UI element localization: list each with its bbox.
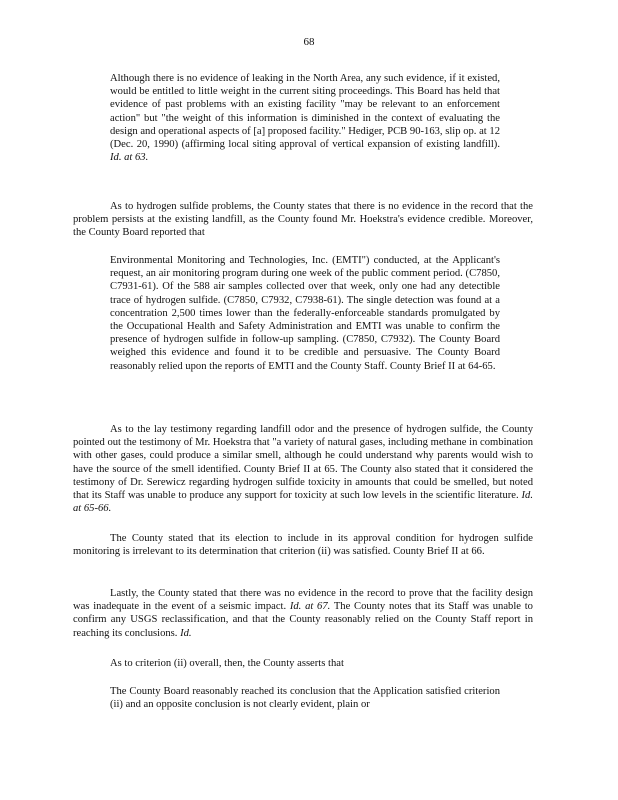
citation: Id. at 63. — [110, 152, 149, 164]
citation: Id. — [180, 627, 192, 639]
paragraph-text: Lastly, the County stated that there was no evidence in the record to prove that the facility design was inadequate in the event of a seismic impact. — [73, 588, 533, 613]
page-number: 68 — [303, 36, 315, 48]
paragraph-leaking-evidence — [110, 72, 500, 164]
paragraph-text: As to the lay testimony regarding landfill odor and the presence of hydrogen sulfide, the County pointed out the testimony of Mr. Hoekstra that "a variety of natural gases, including methane in combination with other gases, could produce a similar smell, although he could understand why parents would wish to have the source of the smell identified. County Brief II at 65. The County also stated that it considered the testimony of Dr. Serewicz regarding hydrogen sulfide toxicity in amounts that could be smelled, but noted that its Staff was unable to produce any support for toxicity at such low levels in the scientific literature. — [73, 424, 533, 502]
paragraph-text: The County notes that its Staff was unable to confirm any USGS reclassification, and that the County reasonably relied on the County Staff report in reaching its conclusions. — [73, 601, 533, 639]
block-quote-conclusion: The County Board reasonably reached its conclusion that the Application satisfied criterion (ii) and an opposite conclusion is not clearly evident, plain or — [110, 686, 500, 711]
citation: Id. at 65-66. — [73, 490, 533, 515]
paragraph-monitoring-election: The County stated that its election to include in its approval condition for hydrogen sulfide monitoring is irrelevant to its determination that criterion (ii) was satisfied. County Brief II at 66. — [73, 533, 533, 558]
paragraph-criterion-overall: As to criterion (ii) overall, then, the County asserts that — [110, 658, 344, 669]
citation: Id. at 67. — [289, 601, 331, 613]
paragraph-seismic — [73, 587, 533, 640]
block-quote-emti: Environmental Monitoring and Technologies, Inc. (EMTI") conducted, at the Applicant's request, an air monitoring program during one week of the public comment period. (C7850, C7931-61). Of the 588 air samples collected over that week, only one had any detectible trace of hydrogen sulfide. (C7850, C7932, C7938-61). The single detection was found at a concentration 2,500 times lower than the federally-enforceable standards promulgated by the Occupational Health and Safety Administration and EMTI was unable to confirm the presence of hydrogen sulfide in follow-up sampling. (C7850, C7932). The County Board weighed this evidence and found it to be credible and persuasive. The County Board reasonably relied upon the reports of EMTI and the County Staff. County Brief II at 64-65. — [110, 255, 500, 372]
paragraph-text: Although there is no evidence of leaking in the North Area, any such evidence, if it existed, would be entitled to little weight in the current siting proceedings. This Board has held that evidence of past problems with an existing facility "may be relevant to an enforcement action" but "the weight of this information is diminished in the context of evaluating the design and operational aspects of [a] proposed facility." Hediger, PCB 90-163, slip op. at 12 (Dec. 20, 1990) (affirming local siting approval of vertical expansion of existing landfill). — [110, 73, 500, 151]
paragraph-lay-testimony — [73, 423, 533, 515]
paragraph-hydrogen-sulfide: As to hydrogen sulfide problems, the County states that there is no evidence in the record that the problem persists at the existing landfill, as the County found Mr. Hoekstra's evidence credible. Moreover, the County Board reported that — [73, 201, 533, 239]
